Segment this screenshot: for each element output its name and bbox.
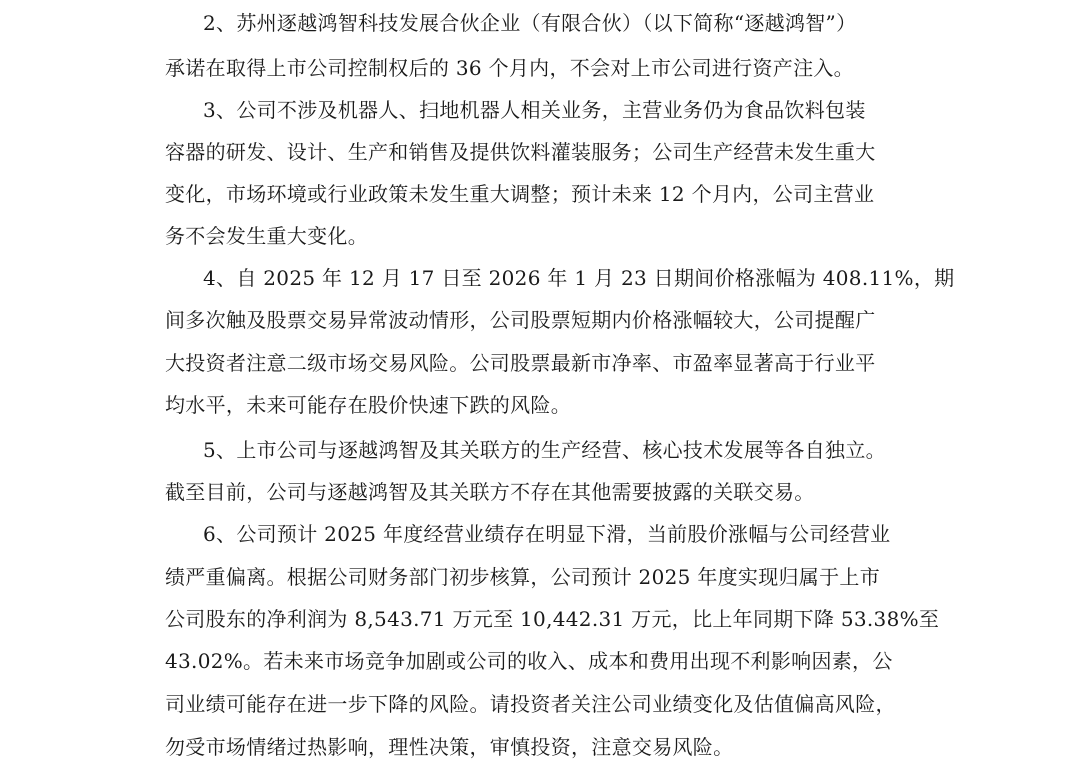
paragraph-line: 变化，市场环境或行业政策未发生重大调整；预计未来 12 个月内，公司主营业 xyxy=(165,182,875,206)
paragraph-line: 司业绩可能存在进一步下降的风险。请投资者关注公司业绩变化及估值偏高风险， xyxy=(165,692,896,716)
paragraph-line: 公司股东的净利润为 8,543.71 万元至 10,442.31 万元，比上年同期下降 53.38%至 xyxy=(165,607,940,631)
paragraph-line: 6、公司预计 2025 年度经营业绩存在明显下滑，当前股价涨幅与公司经营业 xyxy=(203,522,891,546)
paragraph-line: 3、公司不涉及机器人、扫地机器人相关业务，主营业务仍为食品饮料包装 xyxy=(203,98,866,122)
paragraph-line: 绩严重偏离。根据公司财务部门初步核算，公司预计 2025 年度实现归属于上市 xyxy=(165,565,881,589)
paragraph-line: 承诺在取得上市公司控制权后的 36 个月内，不会对上市公司进行资产注入。 xyxy=(165,56,854,80)
paragraph-line: 截至目前，公司与逐越鸿智及其关联方不存在其他需要披露的关联交易。 xyxy=(165,480,815,504)
paragraph-line: 均水平，未来可能存在股价快速下跌的风险。 xyxy=(165,393,571,417)
paragraph-line: 5、上市公司与逐越鸿智及其关联方的生产经营、核心技术发展等各自独立。 xyxy=(203,438,886,462)
paragraph-line: 4、自 2025 年 12 月 17 日至 2026 年 1 月 23 日期间价格涨幅为 408.11%，期 xyxy=(203,266,955,290)
paragraph-line: 容器的研发、设计、生产和销售及提供饮料灌装服务；公司生产经营未发生重大 xyxy=(165,140,876,164)
paragraph-line: 勿受市场情绪过热影响，理性决策，审慎投资，注意交易风险。 xyxy=(165,735,734,759)
paragraph-line: 大投资者注意二级市场交易风险。公司股票最新市净率、市盈率显著高于行业平 xyxy=(165,351,876,375)
paragraph-line: 2、苏州逐越鸿智科技发展合伙企业（有限合伙）（以下简称“逐越鸿智”） xyxy=(203,11,857,35)
paragraph-line: 43.02%。若未来市场竞争加剧或公司的收入、成本和费用出现不利影响因素，公 xyxy=(165,649,893,673)
paragraph-line: 务不会发生重大变化。 xyxy=(165,224,368,248)
paragraph-line: 间多次触及股票交易异常波动情形，公司股票短期内价格涨幅较大，公司提醒广 xyxy=(165,308,876,332)
